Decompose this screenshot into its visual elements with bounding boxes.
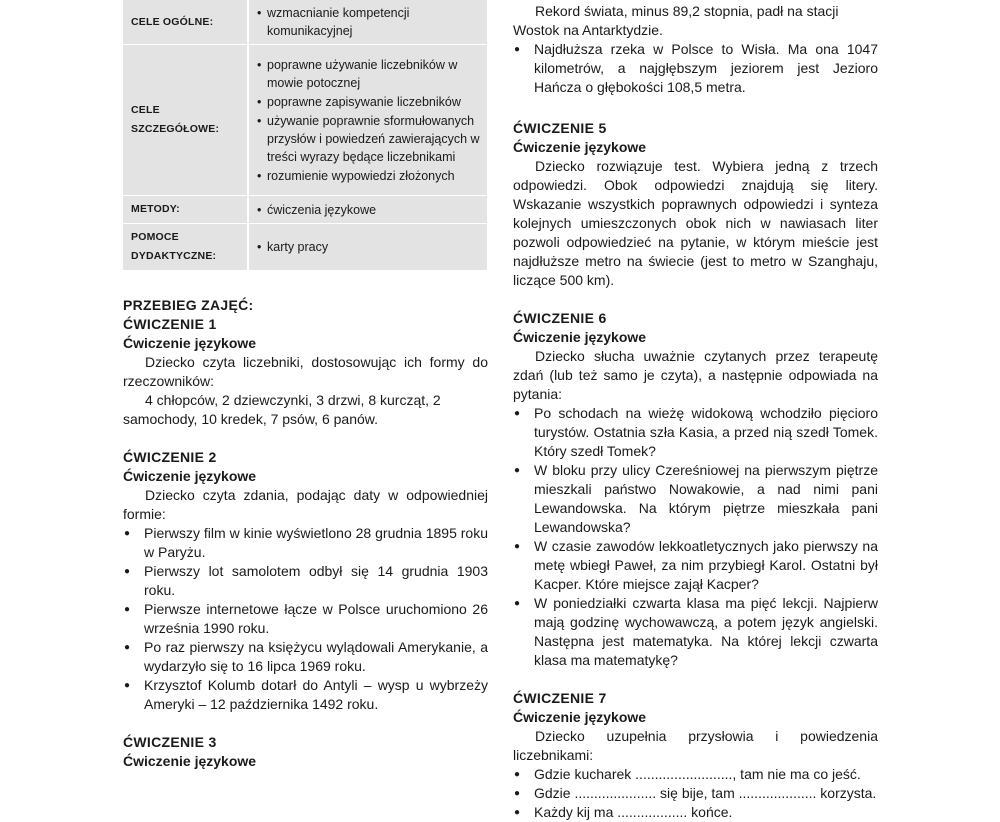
exercise-title: ĆWICZENIE 1 <box>123 316 217 332</box>
exercise-subtitle: Ćwiczenie językowe <box>513 139 647 155</box>
exercise-subtitle: Ćwiczenie językowe <box>123 468 257 484</box>
table-value <box>248 224 487 271</box>
list-item: ● Krzysztof Kolumb dotarł do Antyli – wysp u wybrzeży Ameryki – 12 października 1492 roku. <box>123 676 488 714</box>
table-key: CELE SZCZEGÓŁOWE: <box>123 45 248 196</box>
lesson-info-table <box>123 0 487 271</box>
exercise-title: ĆWICZENIE 6 <box>513 310 607 326</box>
exercise-title: ĆWICZENIE 7 <box>513 690 607 706</box>
exercise-list <box>123 524 488 714</box>
table-row <box>123 0 487 45</box>
exercise-text: Dziecko uzupełnia przysłowia i powiedzenia liczebnikami: <box>513 728 878 763</box>
exercise-list <box>513 404 878 670</box>
list-item: ● Pierwszy lot samolotem odbył się 14 grudnia 1903 roku. <box>123 562 488 600</box>
list-item: • wzmacnianie kompetencji komunikacyjnej <box>257 4 481 40</box>
table-value <box>248 196 487 224</box>
table-key: METODY: <box>123 196 248 224</box>
table-key: CELE OGÓLNE: <box>123 0 248 45</box>
list-item: ● W poniedziałki czwarta klasa ma pięć lekcji. Najpierw mają godzinę wychowawczą, a potem język angielski. Następna jest matematyka. Na której lekcji czwarta klasa ma matematykę? <box>513 594 878 670</box>
list-item: ● Najdłuższa rzeka w Polsce to Wisła. Ma ona 1047 kilometrów, a najgłębszym jeziorem jest Jezioro Hańcza o głębokości 108,5 metra. <box>513 40 878 97</box>
list-item: ● Gdzie kucharek ........................., tam nie ma co jeść. <box>513 765 878 784</box>
table-row <box>123 196 487 224</box>
list-item: • poprawne zapisywanie liczebników <box>257 93 481 111</box>
section-heading: PRZEBIEG ZAJĘĆ: <box>123 297 254 313</box>
exercise-examples: 4 chłopców, 2 dziewczynki, 3 drzwi, 8 kurcząt, 2 samochody, 10 kredek, 7 psów, 6 panów. <box>123 392 441 427</box>
list-item: ● Pierwsze internetowe łącze w Polsce uruchomiono 26 września 1990 roku. <box>123 600 488 638</box>
exercise-text: Dziecko słucha uważnie czytanych przez terapeutę zdań (lub też samo je czyta), a następnie odpowiada na pytania: <box>513 348 878 402</box>
list-item: ● Po raz pierwszy na księżycu wylądowali Amerykanie, a wydarzyło się to 16 lipca 1969 roku. <box>123 638 488 676</box>
table-value <box>248 45 487 196</box>
exercise-subtitle: Ćwiczenie językowe <box>513 709 647 725</box>
table-key: POMOCE DYDAKTYCZNE: <box>123 224 248 271</box>
table-row <box>123 45 487 196</box>
right-column <box>513 0 878 822</box>
list-item: • ćwiczenia językowe <box>257 201 481 219</box>
list-item: • poprawne używanie liczebników w mowie potocznej <box>257 56 481 92</box>
exercise-subtitle: Ćwiczenie językowe <box>123 753 257 769</box>
exercise-text: Dziecko rozwiązuje test. Wybiera jedną z trzech odpowiedzi. Obok odpowiedzi znajdują się litery. Wskazanie wszystkich poprawnych odpowiedzi i synteza kolejnych umieszczonych obok nich w nawiasach liter pozwoli odpowiedzieć na pytanie, w którym mieście jest najdłuższe metro na świecie (jest to metro w Szanghaju, liczące 500 km). <box>513 158 878 288</box>
list-item: ● W czasie zawodów lekkoatletycznych jako pierwszy na metę wbiegł Paweł, za nim przybiegł Karol. Ostatni był Kacper. Które miejsce zajął Kacper? <box>513 537 878 594</box>
exercise-title: ĆWICZENIE 2 <box>123 449 217 465</box>
table-row <box>123 224 487 271</box>
exercise-text: Dziecko czyta zdania, podając daty w odpowiedniej formie: <box>123 487 488 522</box>
left-column <box>123 0 488 771</box>
list-item: • karty pracy <box>257 238 481 256</box>
continued-text: Rekord świata, minus 89,2 stopnia, padł na stacji Wostok na Antarktydzie. <box>513 3 839 38</box>
exercise-title: ĆWICZENIE 3 <box>123 734 217 750</box>
list-item: ● Pierwszy film w kinie wyświetlono 28 grudnia 1895 roku w Paryżu. <box>123 524 488 562</box>
exercise-subtitle: Ćwiczenie językowe <box>513 329 647 345</box>
list-item: • używanie poprawnie sformułowanych przysłów i powiedzeń zawierających w treści wyrazy będące liczebnikami <box>257 112 481 166</box>
exercise-list <box>513 765 878 822</box>
list-item: • rozumienie wypowiedzi złożonych <box>257 167 481 185</box>
list-item: ● W bloku przy ulicy Czereśniowej na pierwszym piętrze mieszkali państwo Nowakowie, a nad nimi pani Lewandowska. Na którym piętrze mieszkała pani Lewandowska? <box>513 461 878 537</box>
exercise-title: ĆWICZENIE 5 <box>513 120 607 136</box>
table-value <box>248 0 487 45</box>
list-item: ● Po schodach na wieżę widokową wchodziło pięcioro turystów. Ostatnia szła Kasia, a przed nią szedł Tomek. Który szedł Tomek? <box>513 404 878 461</box>
exercise-text: Dziecko czyta liczebniki, dostosowując ich formy do rzeczowników: <box>123 354 488 389</box>
exercise-list <box>513 40 878 97</box>
list-item: ● Gdzie ..................... się bije, tam .................... korzysta. <box>513 784 878 803</box>
exercise-subtitle: Ćwiczenie językowe <box>123 335 257 351</box>
list-item: ● Każdy kij ma .................. końce. <box>513 803 878 822</box>
